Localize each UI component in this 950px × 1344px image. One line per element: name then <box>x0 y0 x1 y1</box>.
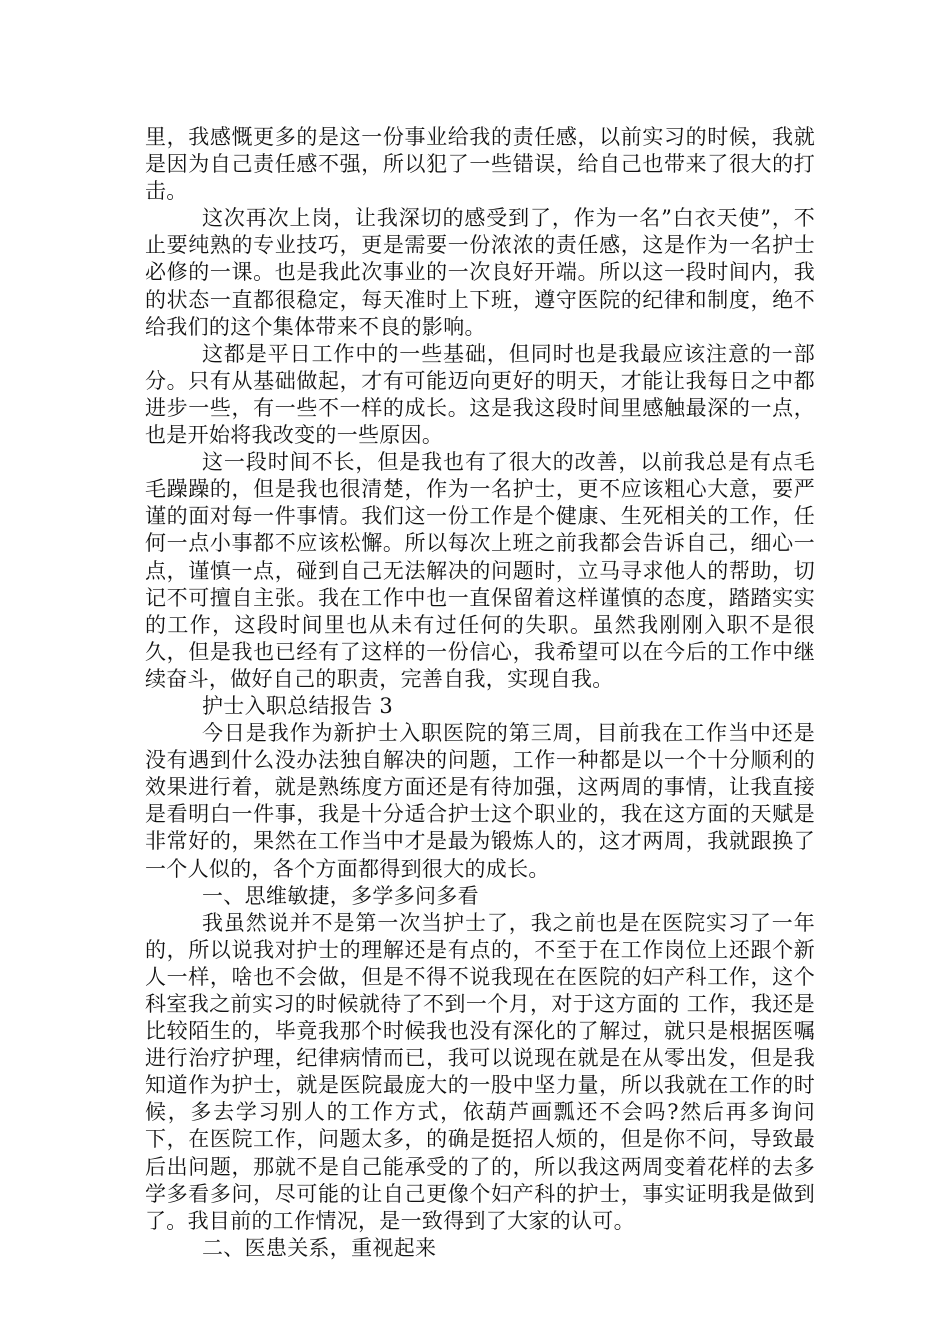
section-heading: 一、思维敏捷，多学多问多看 <box>202 883 479 908</box>
section-heading: 二、医患关系，重视起来 <box>202 1235 437 1260</box>
paragraph: 这一段时间不长，但是我也有了很大的改善，以前我总是有点毛毛躁躁的，但是我也很清楚，作为一名护士，更不应该粗心大意，要严谨的面对每一件事情。我们这一份工作是个健康、生死相关的工作，任何一点小事都不应该松懈。所以每次上班之前我都会告诉自己，细心一点，谨慎一点，碰到自己无法解决的问题时，立马寻求他人的帮助，切记不可擅自主张。我在工作中也一直保留着这样谨慎的态度，踏踏实实的工作，这段时间里也从未有过任何的失职。虽然我刚刚入职不是很久，但是我也已经有了这样的一份信心，我希望可以在今后的工作中继续奋斗，做好自己的职责，完善自我，实现自我。 <box>145 450 815 691</box>
document-body <box>145 124 815 1262</box>
paragraph: 我虽然说并不是第一次当护士了，我之前也是在医院实习了一年的，所以说我对护士的理解还是有点的，不至于在工作岗位上还跟个新人一样，啥也不会做，但是不得不说我现在在医院的妇产科工作，这个科室我之前实习的时候就待了不到一个月，对于这方面的 工作，我还是比较陌生的，毕竟我那个时候我也没有深化的了解过，就只是根据医嘱进行治疗护理，纪律病情而已，我可以说现在就是在从零出发，但是我知道作为护士，就是医院最庞大的一股中坚力量，所以我就在工作的时候，多去学习别人的工作方式，依葫芦画瓢还不会吗?然后再多询问下，在医院工作，问题太多，的确是挺招人烦的，但是你不问，导致最后出问题，那就不是自己能承受的了的，所以我这两周变着花样的去多学多看多问，尽可能的让自己更像个妇产科的护士，事实证明我是做到了。我目前的工作情况，是一致得到了大家的认可。 <box>145 910 815 1233</box>
paragraph: 这次再次上岗，让我深切的感受到了，作为一名”白衣天使”，不止要纯熟的专业技巧，更是需要一份浓浓的责任感，这是作为一名护士必修的一课。也是我此次事业的一次良好开端。所以这一段时间内，我的状态一直都很稳定，每天准时上下班，遵守医院的纪律和制度，绝不给我们的这个集体带来不良的影响。 <box>145 206 815 339</box>
paragraph: 今日是我作为新护士入职医院的第三周，目前我在工作当中还是没有遇到什么没办法独自解决的问题，工作一种都是以一个十分顺利的效果进行着，就是熟练度方面还是有待加强，这两周的事情，让我直接是看明白一件事，我是十分适合护士这个职业的，我在这方面的天赋是非常好的，果然在工作当中才是最为锻炼人的，这才两周，我就跟换了一个人似的，各个方面都得到很大的成长。 <box>145 721 815 881</box>
paragraph: 里，我感慨更多的是这一份事业给我的责任感，以前实习的时候，我就是因为自己责任感不强，所以犯了一些错误，给自己也带来了很大的打击。 <box>145 125 815 204</box>
section-title: 护士入职总结报告 3 <box>202 693 394 718</box>
paragraph: 这都是平日工作中的一些基础，但同时也是我最应该注意的一部分。只有从基础做起，才有可能迈向更好的明天，才能让我每日之中都进步一些，有一些不一样的成长。这是我这段时间里感触最深的一点，也是开始将我改变的一些原因。 <box>145 341 815 448</box>
